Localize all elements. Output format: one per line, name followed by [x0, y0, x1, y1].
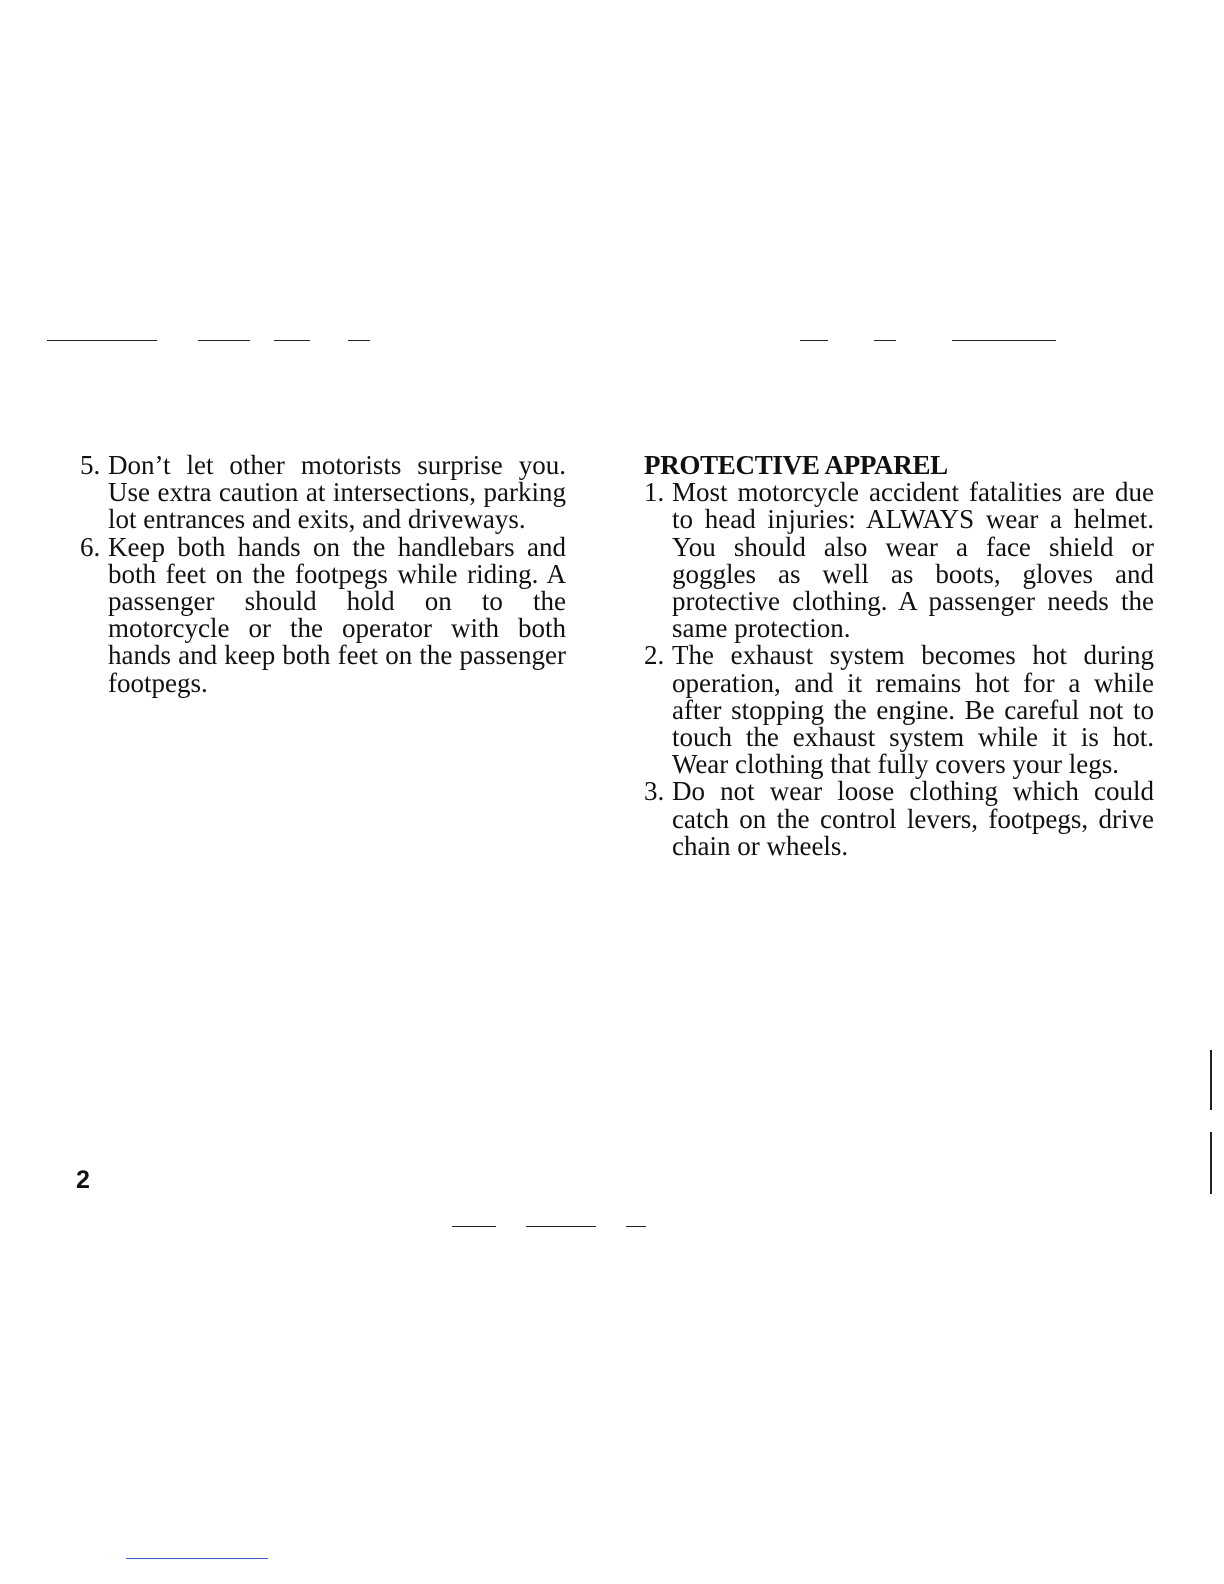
- list-item: [80, 452, 566, 534]
- top-left-rule: [47, 340, 157, 341]
- top-right-rule: [952, 340, 1056, 341]
- bottom-blue-rule: [126, 1558, 268, 1559]
- right-column: [644, 452, 1154, 860]
- top-right-rule: [874, 340, 896, 341]
- list-item: [80, 531, 566, 698]
- item-text: Keep both hands on the handlebars and both feet on the footpegs while riding. A passenger should hold on to the motorcycle or the operator with both hands and keep both feet on the passenger footpegs.: [108, 531, 566, 698]
- scan-edge-bar: [1210, 1132, 1212, 1194]
- top-left-rule: [348, 340, 370, 341]
- item-number: 3.: [644, 776, 665, 807]
- list-item: [644, 778, 1154, 860]
- item-text: The exhaust system becomes hot during operation, and it remains hot for a while after stopping the engine. Be careful not to touch the exhaust system while it is hot. Wear clothing that fully covers your legs.: [672, 640, 1154, 780]
- bottom-rule: [526, 1226, 596, 1227]
- page-number: 2: [76, 1166, 90, 1194]
- item-number: 6.: [80, 531, 101, 562]
- top-right-rule: [800, 340, 828, 341]
- bottom-rule: [452, 1226, 496, 1227]
- item-number: 1.: [644, 477, 665, 508]
- scan-edge-bar: [1210, 1050, 1212, 1110]
- list-item: [644, 642, 1154, 778]
- item-number: 5.: [80, 450, 101, 480]
- section-heading: PROTECTIVE APPAREL: [644, 450, 948, 480]
- item-text: Do not wear loose clothing which could catch on the control levers, footpegs, drive chain or wheels.: [672, 776, 1154, 861]
- left-column: [80, 452, 566, 697]
- top-left-rule: [198, 340, 250, 341]
- bottom-rule: [626, 1226, 646, 1227]
- item-text: Don’t let other motorists surprise you. Use extra caution at intersections, parking lot entrances and exits, and driveways.: [108, 450, 566, 535]
- item-text: Most motorcycle accident fatalities are due to head injuries: ALWAYS wear a helmet. You should also wear a face shield or goggles as well as boots, gloves and protective clothing. A passenger needs the same protection.: [672, 477, 1154, 644]
- top-left-rule: [274, 340, 310, 341]
- item-number: 2.: [644, 640, 665, 671]
- list-item: [644, 479, 1154, 642]
